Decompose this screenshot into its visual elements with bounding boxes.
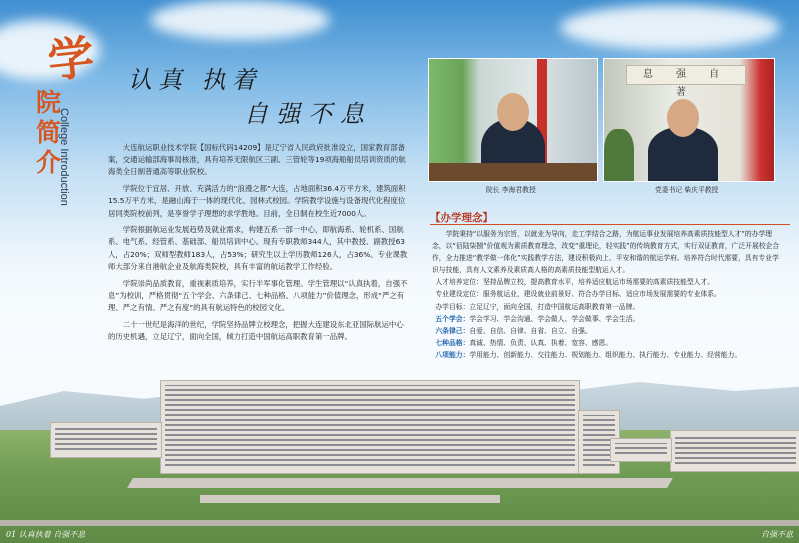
footer-left: 01 认真执着 自强不息 xyxy=(6,530,86,539)
secretary-caption: 党委书记 柴庆平教授 xyxy=(655,186,719,194)
page-title-vertical xyxy=(36,88,76,178)
item-text: 学用能力、创新能力、交往能力、规划能力、组织能力、执行能力、专业能力、经营能力。 xyxy=(469,350,742,359)
item-text: 立足辽宁，面向全国，打造中国航运高职教育第一品牌。 xyxy=(469,302,640,311)
intro-paragraph: 学院位于宜居、开放、充满活力的“浪漫之都”大连，占地面积36.4万平方米，建筑面积15.5万平方米，是融山海于一体的现代化、园林式校园。学院教学设施与设备现代化程度位居同类院校前列，是享誉学子理想的求学胜地。目前，全日制在校生近7000人。 xyxy=(108,184,406,218)
footer-right: 自强不息 xyxy=(761,530,793,539)
item-text: 服务航运业，建设就业前景好、符合办学目标、适应市场发展需要的专业体系。 xyxy=(482,290,721,299)
item-label: 七种品格： xyxy=(435,338,470,347)
campus-aerial-photo xyxy=(0,370,799,543)
philosophy-intro: 学院秉持“以服务为宗旨，以就业为导向，走工学结合之路，为航运事业发展培养高素质技能型人才”的办学理念，以“佰陆柒捌”价值观为素质教育理念，改变“重理论，轻实践”的传统教育方式，实行双证教育，广泛开展校企合作，全力推进“教学做一体化”实践教学方法，建设积极向上、平安和谐的航运学府。培养符合时代需要，具有专业学识与技能，具有人文素养及素质高人格的高素质技能型航运人才。 xyxy=(432,230,780,275)
cloud xyxy=(560,5,780,50)
page-title-english: College Introduction xyxy=(58,108,70,206)
item-text: 自爱、自信、自律、自省、自立、自强。 xyxy=(469,326,592,335)
item-label: 办学目标： xyxy=(435,302,470,311)
title-char: 简 xyxy=(36,118,62,147)
desk xyxy=(429,163,597,181)
calligraphy-scroll: 息 强 自 著 xyxy=(626,65,746,85)
philosophy-item xyxy=(432,325,784,337)
side-building xyxy=(610,438,672,462)
philosophy-item xyxy=(432,301,784,313)
philosophy-item xyxy=(432,313,784,325)
title-char: 介 xyxy=(36,148,62,177)
item-label: 专业建设定位： xyxy=(435,290,483,299)
item-text: 坚持品牌立校，提高教育水平，培养适应航运市场需要的高素质技能型人才。 xyxy=(482,278,715,287)
philosophy-item xyxy=(432,349,784,361)
plant xyxy=(604,129,634,181)
road xyxy=(0,520,799,526)
president-face xyxy=(497,93,529,131)
secretary-face xyxy=(667,99,699,137)
president-photo xyxy=(428,58,598,182)
item-label: 八项能力： xyxy=(435,350,470,359)
president-caption: 院长 李海君教授 xyxy=(486,186,536,194)
intro-text xyxy=(108,142,408,348)
philosophy-item xyxy=(432,276,784,288)
item-label: 人才培养定位： xyxy=(435,278,483,287)
philosophy-header xyxy=(430,210,790,225)
philosophy-title: 【办学理念】 xyxy=(430,212,493,224)
item-label: 五个学会： xyxy=(435,314,470,323)
road xyxy=(200,495,500,503)
item-text: 学会学习、学会沟通、学会做人、学会做事、学会生活。 xyxy=(469,314,640,323)
motto-line-2: 自强不息 xyxy=(244,100,372,128)
motto-line-1: 认真 执着 xyxy=(128,66,262,94)
road xyxy=(127,478,673,488)
philosophy-item xyxy=(432,337,784,349)
item-label: 六条律己： xyxy=(435,326,470,335)
philosophy-text xyxy=(432,228,784,361)
intro-paragraph: 学院根据航运业发展趋势及就业需求，构建五系一部一中心，即航海系、轮机系、国航系、电气系、经管系、基础部、船员培训中心。现有专职教师344人，其中教授、副教授63人，占20%；双师型教师183人，占53%；研究生以上学历教师126人，占36%。专业课教师大部分来自港航企业及航海类院校，具有丰富的航运教学工作经验。 xyxy=(108,225,408,271)
intro-paragraph: 二十一世纪是海洋的世纪，学院坚持品牌立校理念，把握大连建设东北亚国际航运中心的历史机遇，立足辽宁，面向全国，倾力打造中国航运高职教育第一品牌。 xyxy=(108,319,404,341)
main-building xyxy=(160,380,580,474)
side-building xyxy=(50,422,162,458)
side-building xyxy=(670,430,799,472)
title-char: 院 xyxy=(36,88,62,117)
item-text: 真诚、热情、负责、认真、执着、宽容、感恩。 xyxy=(469,338,613,347)
secretary-photo xyxy=(603,58,775,182)
philosophy-item xyxy=(432,288,784,300)
page-title-char: 学 xyxy=(45,29,97,89)
intro-paragraph: 大连航运职业技术学院【国标代码14209】是辽宁省人民政府批准设立，国家教育部备案，交通运输部海事局核准，具有培养无限航区三副、三管轮等19项海船船员培训资质的航海类全日制普通高等职业院校。 xyxy=(108,143,406,177)
intro-paragraph: 学院崇尚品质教育，重视素质培养，实行半军事化管理。学生管理以“认真执着，自强不息”为校训，严格贯彻“五个学会、六条律己、七种品格、八项能力”价值理念，形成“严之有理、严之有情、严之有度”的具有航运特色的校园文化。 xyxy=(108,278,408,312)
cloud xyxy=(150,0,330,40)
